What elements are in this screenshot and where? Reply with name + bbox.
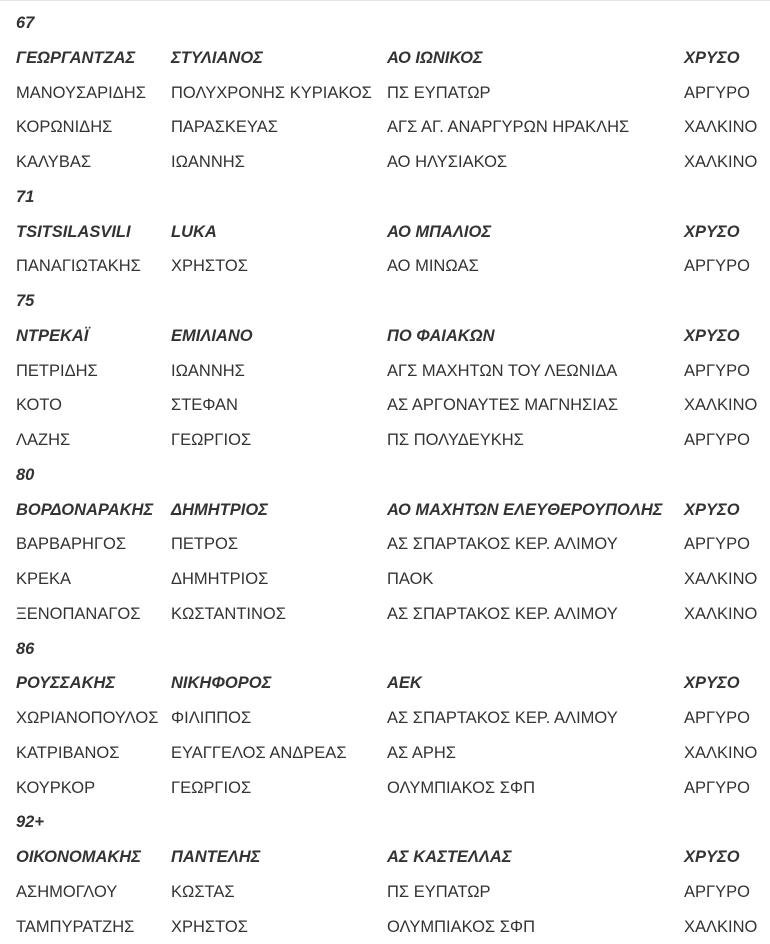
medal-cell: ΧΡΥΣΟ [684,840,740,875]
club-cell: ΠΟ ΦΑΙΑΚΩΝ [387,319,495,354]
table-row [0,388,770,423]
weight-category-label: 75 [16,284,34,319]
medal-cell: ΑΡΓΥΡΟ [684,771,750,806]
firstname-cell: ΧΡΗΣΤΟΣ [171,249,248,284]
surname-cell: ΟΙΚΟΝΟΜΑΚΗΣ [16,840,141,875]
table-row [0,145,770,180]
club-cell: ΠΣ ΕΥΠΑΤΩΡ [387,76,491,111]
club-cell: ΟΛΥΜΠΙΑΚΟΣ ΣΦΠ [387,771,535,806]
firstname-cell: ΦΙΛΙΠΠΟΣ [171,701,251,736]
medal-cell: ΧΡΥΣΟ [684,319,740,354]
table-row [0,493,770,528]
weight-category-header [0,458,770,493]
club-cell: ΑΣ ΑΡΓΟΝΑΥΤΕΣ ΜΑΓΝΗΣΙΑΣ [387,388,618,423]
table-row [0,76,770,111]
surname-cell: ΒΑΡΒΑΡΗΓΟΣ [16,527,126,562]
club-cell: ΑΓΣ ΜΑΧΗΤΩΝ ΤΟΥ ΛΕΩΝΙΔΑ [387,354,617,389]
table-row [0,910,770,944]
club-cell: ΑΣ ΑΡΗΣ [387,736,456,771]
club-cell: ΠΣ ΠΟΛΥΔΕΥΚΗΣ [387,423,524,458]
table-row [0,249,770,284]
medal-cell: ΑΡΓΥΡΟ [684,527,750,562]
club-cell: ΟΛΥΜΠΙΑΚΟΣ ΣΦΠ [387,910,535,944]
surname-cell: ΞΕΝΟΠΑΝΑΓΟΣ [16,597,140,632]
firstname-cell: ΚΩΣΤΑΣ [171,875,235,910]
weight-category-label: 67 [16,6,34,41]
table-row [0,840,770,875]
table-row [0,41,770,76]
medal-cell: ΧΑΛΚΙΝΟ [684,597,757,632]
medal-cell: ΧΡΥΣΟ [684,41,740,76]
medal-cell: ΧΑΛΚΙΝΟ [684,910,757,944]
medal-cell: ΑΡΓΥΡΟ [684,701,750,736]
firstname-cell: LUKA [171,215,217,250]
surname-cell: ΑΣΗΜΟΓΛΟΥ [16,875,117,910]
weight-category-header [0,632,770,667]
table-row [0,701,770,736]
medal-cell: ΧΑΛΚΙΝΟ [684,110,757,145]
medal-cell: ΧΑΛΚΙΝΟ [684,736,757,771]
firstname-cell: ΕΥΑΓΓΕΛΟΣ ΑΝΔΡΕΑΣ [171,736,347,771]
medal-cell: ΧΑΛΚΙΝΟ [684,388,757,423]
table-row [0,215,770,250]
medal-cell: ΧΑΛΚΙΝΟ [684,562,757,597]
medal-cell: ΧΡΥΣΟ [684,215,740,250]
surname-cell: TSITSILASVILI [16,215,131,250]
firstname-cell: ΧΡΗΣΤΟΣ [171,910,248,944]
medal-cell: ΧΑΛΚΙΝΟ [684,145,757,180]
surname-cell: ΓΕΩΡΓΑΝΤΖΑΣ [16,41,135,76]
surname-cell: ΡΟΥΣΣΑΚΗΣ [16,666,115,701]
firstname-cell: ΠΟΛΥΧΡΟΝΗΣ ΚΥΡΙΑΚΟΣ [171,76,372,111]
firstname-cell: ΙΩΑΝΝΗΣ [171,145,245,180]
weight-category-header [0,6,770,41]
weight-category-label: 71 [16,180,34,215]
surname-cell: ΚΑΤΡΙΒΑΝΟΣ [16,736,119,771]
results-table [0,6,770,944]
table-row [0,666,770,701]
surname-cell: ΚΑΛΥΒΑΣ [16,145,91,180]
firstname-cell: ΠΑΡΑΣΚΕΥΑΣ [171,110,278,145]
table-row [0,354,770,389]
club-cell: ΑΣ ΣΠΑΡΤΑΚΟΣ ΚΕΡ. ΑΛΙΜΟΥ [387,701,618,736]
firstname-cell: ΚΩΣΤΑΝΤΙΝΟΣ [171,597,286,632]
weight-category-header [0,180,770,215]
weight-category-header [0,805,770,840]
club-cell: ΑΣ ΣΠΑΡΤΑΚΟΣ ΚΕΡ. ΑΛΙΜΟΥ [387,527,618,562]
firstname-cell: ΓΕΩΡΓΙΟΣ [171,423,251,458]
top-border [0,0,770,1]
firstname-cell: ΕΜΙΛΙΑΝΟ [171,319,253,354]
club-cell: ΑΟ ΗΛΥΣΙΑΚΟΣ [387,145,507,180]
medal-cell: ΧΡΥΣΟ [684,493,740,528]
surname-cell: ΚΡΕΚΑ [16,562,71,597]
surname-cell: ΧΩΡΙΑΝΟΠΟΥΛΟΣ [16,701,158,736]
table-row [0,771,770,806]
surname-cell: ΚΟΥΡΚΟΡ [16,771,95,806]
surname-cell: ΒΟΡΔΟΝΑΡΑΚΗΣ [16,493,153,528]
table-row [0,423,770,458]
firstname-cell: ΠΑΝΤΕΛΗΣ [171,840,260,875]
surname-cell: ΤΑΜΠΥΡΑΤΖΗΣ [16,910,134,944]
medal-cell: ΑΡΓΥΡΟ [684,423,750,458]
surname-cell: ΠΑΝΑΓΙΩΤΑΚΗΣ [16,249,141,284]
surname-cell: ΠΕΤΡΙΔΗΣ [16,354,98,389]
table-row [0,875,770,910]
surname-cell: ΜΑΝΟΥΣΑΡΙΔΗΣ [16,76,146,111]
firstname-cell: ΔΗΜΗΤΡΙΟΣ [171,562,268,597]
club-cell: ΑΟ ΙΩΝΙΚΟΣ [387,41,483,76]
medal-cell: ΑΡΓΥΡΟ [684,249,750,284]
surname-cell: ΛΑΖΗΣ [16,423,70,458]
surname-cell: ΚΟΤΟ [16,388,62,423]
club-cell: ΑΟ ΜΑΧΗΤΩΝ ΕΛΕΥΘΕΡΟΥΠΟΛΗΣ [387,493,663,528]
firstname-cell: ΙΩΑΝΝΗΣ [171,354,245,389]
club-cell: ΠΑΟΚ [387,562,433,597]
medal-cell: ΑΡΓΥΡΟ [684,875,750,910]
club-cell: ΑΟ ΜΙΝΩΑΣ [387,249,479,284]
table-row [0,562,770,597]
firstname-cell: ΣΤΥΛΙΑΝΟΣ [171,41,263,76]
firstname-cell: ΓΕΩΡΓΙΟΣ [171,771,251,806]
table-row [0,319,770,354]
medal-cell: ΑΡΓΥΡΟ [684,76,750,111]
firstname-cell: ΠΕΤΡΟΣ [171,527,238,562]
medal-cell: ΧΡΥΣΟ [684,666,740,701]
firstname-cell: ΝΙΚΗΦΟΡΟΣ [171,666,271,701]
table-row [0,736,770,771]
firstname-cell: ΔΗΜΗΤΡΙΟΣ [171,493,268,528]
club-cell: ΑΟ ΜΠΑΛΙΟΣ [387,215,491,250]
weight-category-label: 86 [16,632,34,667]
weight-category-label: 80 [16,458,34,493]
club-cell: ΑΕΚ [387,666,422,701]
weight-category-label: 92+ [16,805,44,840]
firstname-cell: ΣΤΕΦΑΝ [171,388,238,423]
club-cell: ΑΣ ΣΠΑΡΤΑΚΟΣ ΚΕΡ. ΑΛΙΜΟΥ [387,597,618,632]
surname-cell: ΚΟΡΩΝΙΔΗΣ [16,110,112,145]
club-cell: ΑΣ ΚΑΣΤΕΛΛΑΣ [387,840,512,875]
club-cell: ΠΣ ΕΥΠΑΤΩΡ [387,875,491,910]
club-cell: ΑΓΣ ΑΓ. ΑΝΑΡΓΥΡΩΝ ΗΡΑΚΛΗΣ [387,110,629,145]
table-row [0,527,770,562]
surname-cell: ΝΤΡΕΚΑΪ [16,319,88,354]
medal-cell: ΑΡΓΥΡΟ [684,354,750,389]
weight-category-header [0,284,770,319]
table-row [0,110,770,145]
table-row [0,597,770,632]
